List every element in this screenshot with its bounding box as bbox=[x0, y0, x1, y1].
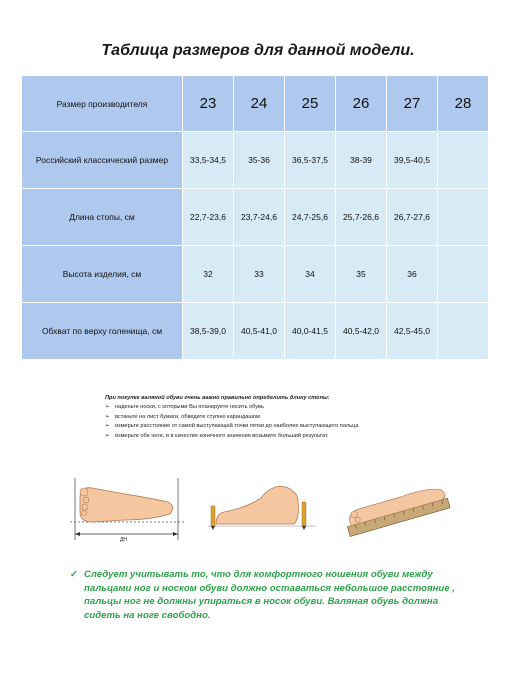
table-cell: 38,5-39,0 bbox=[183, 303, 234, 360]
table-cell: 40,5-42,0 bbox=[336, 303, 387, 360]
table-cell bbox=[438, 189, 489, 246]
foot-side-measure-icon bbox=[206, 478, 318, 550]
table-cell bbox=[438, 132, 489, 189]
note-text: Следует учитывать то, что для комфортного ношения обуви между пальцами ног и носком обуви должно оставаться небольшое расстояние , пальцы ног не должны упираться в носок обуви. Валяная обувь должна сидеть на ноге свободно. bbox=[84, 569, 455, 621]
table-header-row bbox=[22, 76, 489, 132]
list-item bbox=[105, 432, 425, 441]
table-cell: 23,7-24,6 bbox=[234, 189, 285, 246]
foot-ruler-icon bbox=[345, 488, 455, 543]
tip-text: встаньте на лист бумаги, обведите ступню карандашом bbox=[115, 413, 260, 420]
foot-outline-icon bbox=[70, 478, 185, 550]
header-label: Размер производителя bbox=[22, 76, 183, 132]
table-cell: 24,7-25,6 bbox=[285, 189, 336, 246]
table-cell: 33,5-34,5 bbox=[183, 132, 234, 189]
table-cell bbox=[438, 246, 489, 303]
size-header: 24 bbox=[234, 76, 285, 132]
table-cell: 35-36 bbox=[234, 132, 285, 189]
size-header: 27 bbox=[387, 76, 438, 132]
table-cell: 40,0-41,5 bbox=[285, 303, 336, 360]
tips-heading: При покупке валяной обуви очень важно правильно определить длину стопы: bbox=[105, 395, 330, 401]
table-cell: 39,5-40,5 bbox=[387, 132, 438, 189]
row-label: Российский классический размер bbox=[22, 132, 183, 189]
size-header: 25 bbox=[285, 76, 336, 132]
tip-text: измерьте обе ноги, и в качестве конечного значения возьмите больший результат. bbox=[115, 432, 329, 439]
size-table bbox=[21, 75, 489, 360]
table-cell: 36 bbox=[387, 246, 438, 303]
table-cell bbox=[438, 303, 489, 360]
table-cell: 42,5-45,0 bbox=[387, 303, 438, 360]
row-label: Обхват по верху голенища, см bbox=[22, 303, 183, 360]
measurement-tips bbox=[105, 394, 425, 441]
ruler-label: ДН bbox=[120, 537, 127, 543]
table-cell: 40,5-41,0 bbox=[234, 303, 285, 360]
table-cell: 22,7-23,6 bbox=[183, 189, 234, 246]
table-cell: 36,5-37,5 bbox=[285, 132, 336, 189]
table-cell: 32 bbox=[183, 246, 234, 303]
tip-text: наденьте носки, с которыми Вы планируете носить обувь bbox=[115, 404, 264, 411]
check-icon: ✓ bbox=[70, 569, 79, 580]
list-item bbox=[105, 422, 425, 431]
list-item bbox=[105, 403, 425, 412]
table-row bbox=[22, 246, 489, 303]
table-cell: 35 bbox=[336, 246, 387, 303]
tip-text: измерьте расстояние от самой выступающей точки пятки до наиболее выступающего пальца bbox=[115, 423, 359, 430]
table-row bbox=[22, 189, 489, 246]
fit-note bbox=[70, 568, 464, 622]
arrow-bullet-icon: ➢ bbox=[105, 404, 110, 411]
table-cell: 25,7-26,6 bbox=[336, 189, 387, 246]
table-cell: 26,7-27,6 bbox=[387, 189, 438, 246]
table-cell: 34 bbox=[285, 246, 336, 303]
table-cell: 38-39 bbox=[336, 132, 387, 189]
size-header: 28 bbox=[438, 76, 489, 132]
row-label: Длина стопы, см bbox=[22, 189, 183, 246]
table-row bbox=[22, 303, 489, 360]
arrow-bullet-icon: ➢ bbox=[105, 423, 110, 430]
page-title: Таблица размеров для данной модели. bbox=[101, 42, 415, 59]
list-item bbox=[105, 413, 425, 422]
arrow-bullet-icon: ➢ bbox=[105, 413, 110, 420]
table-cell: 33 bbox=[234, 246, 285, 303]
size-header: 23 bbox=[183, 76, 234, 132]
arrow-bullet-icon: ➢ bbox=[105, 432, 110, 439]
row-label: Высота изделия, см bbox=[22, 246, 183, 303]
size-header: 26 bbox=[336, 76, 387, 132]
table-row bbox=[22, 132, 489, 189]
